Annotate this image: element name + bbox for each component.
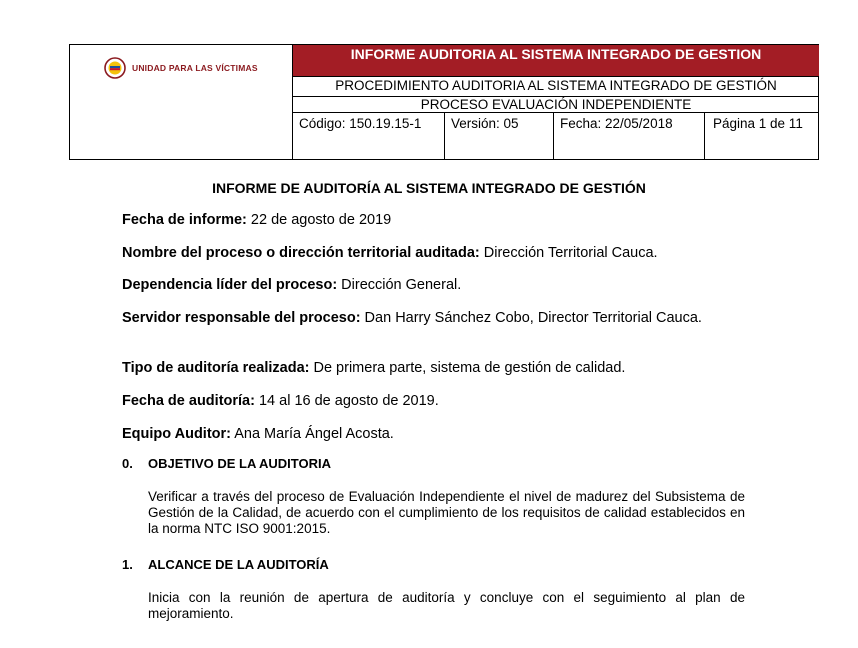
- field-value: 22 de agosto de 2019: [246, 212, 392, 228]
- section-title: OBJETIVO DE LA AUDITORIA: [148, 456, 331, 471]
- section-heading-objective: [122, 456, 331, 471]
- code-cell: Código: 150.19.15-1: [293, 113, 445, 159]
- metadata-row: [293, 113, 819, 159]
- field-label: Fecha de informe:: [122, 212, 247, 228]
- section-text-objective: Verificar a través del proceso de Evaluación Independiente el nivel de madurez del Subsistema de Gestión de la Calidad, de acuerdo con el cumplimiento de los requisitos de calidad establecidos en la norma NTC ISO 9001:2015.: [148, 489, 745, 536]
- field-label: Equipo Auditor:: [122, 426, 231, 442]
- field-value: Dirección Territorial Cauca.: [479, 245, 658, 261]
- version-cell: Versión: 05: [445, 113, 554, 159]
- logo-cell: [70, 45, 293, 159]
- field-label: Fecha de auditoría:: [122, 393, 255, 409]
- section-title: ALCANCE DE LA AUDITORÍA: [148, 557, 329, 572]
- section-heading-scope: [122, 557, 329, 572]
- page-cell: Página 1 de 11: [713, 116, 803, 131]
- date-cell: Fecha: 22/05/2018: [554, 113, 705, 159]
- field-audit-date: [122, 393, 746, 410]
- field-label: Tipo de auditoría realizada:: [122, 360, 310, 376]
- document-header-table: [69, 44, 819, 160]
- field-process-name: [122, 245, 746, 262]
- field-audit-type: [122, 360, 746, 377]
- field-value: Ana María Ángel Acosta.: [231, 426, 394, 442]
- section-text-scope: Inicia con la reunión de apertura de auditoría y concluye con el seguimiento al plan de mejoramiento.: [148, 590, 745, 621]
- field-value: 14 al 16 de agosto de 2019.: [254, 393, 439, 409]
- field-label: Servidor responsable del proceso:: [122, 310, 361, 326]
- document-title: INFORME DE AUDITORÍA AL SISTEMA INTEGRADO DE GESTIÓN: [212, 180, 646, 196]
- section-number: 1.: [122, 557, 133, 572]
- field-value: Dirección General.: [337, 277, 462, 293]
- field-audit-team: [122, 426, 746, 443]
- procedure-label: PROCEDIMIENTO AUDITORIA AL SISTEMA INTEGRADO DE GESTIÓN: [293, 77, 819, 97]
- field-responsible-server: [122, 310, 746, 327]
- field-report-date: [122, 212, 746, 229]
- field-lead-dependency: [122, 277, 746, 294]
- unidad-victimas-logo: [104, 57, 258, 79]
- logo-text: UNIDAD PARA LAS VÍCTIMAS: [132, 63, 258, 73]
- section-number: 0.: [122, 456, 133, 471]
- process-label: PROCESO EVALUACIÓN INDEPENDIENTE: [293, 97, 819, 113]
- report-title-band: INFORME AUDITORIA AL SISTEMA INTEGRADO DE GESTION: [293, 45, 819, 77]
- field-label: Nombre del proceso o dirección territorial auditada:: [122, 245, 480, 261]
- colombia-seal-icon: [104, 57, 126, 79]
- field-value: Dan Harry Sánchez Cobo, Director Territorial Cauca.: [360, 310, 702, 326]
- field-value: De primera parte, sistema de gestión de calidad.: [309, 360, 626, 376]
- field-label: Dependencia líder del proceso:: [122, 277, 338, 293]
